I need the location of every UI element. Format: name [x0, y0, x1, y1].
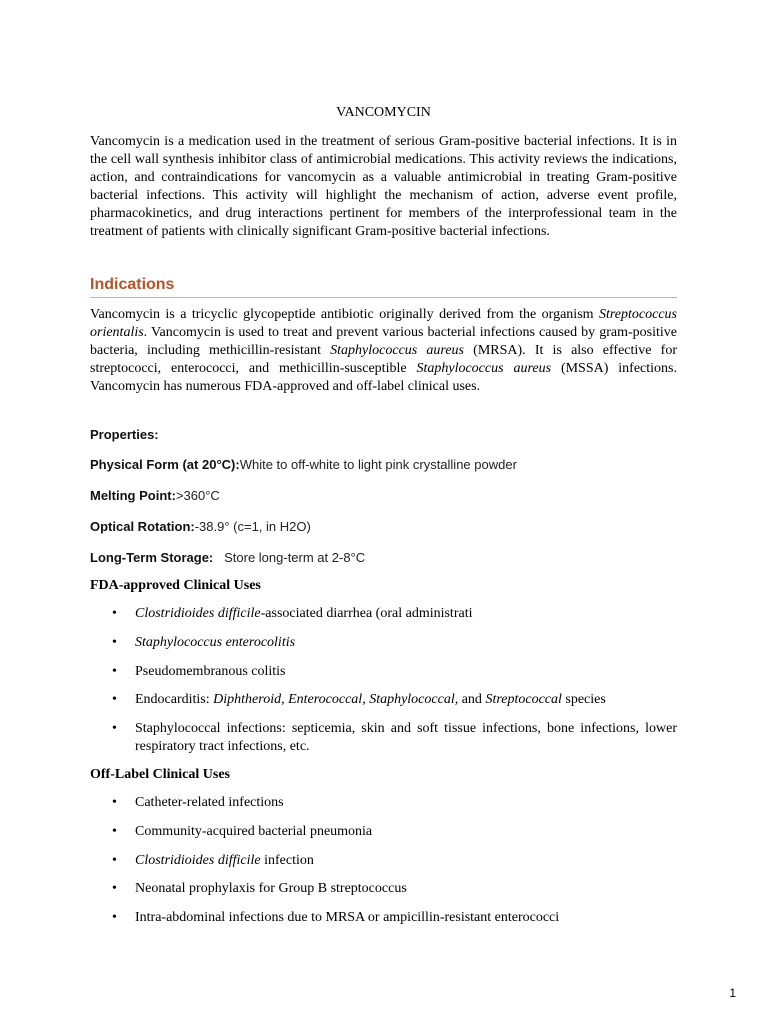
property-label: Long-Term Storage:: [90, 550, 214, 565]
property-physical-form: [90, 456, 677, 473]
list-item: [90, 634, 677, 652]
organism-name: Staphylococcus enterocolitis: [135, 635, 296, 650]
fda-uses-heading: FDA-approved Clinical Uses: [90, 578, 261, 593]
organism-name-mrsa: Staphylococcus aureus: [330, 343, 464, 358]
off-label-uses-heading: Off-Label Clinical Uses: [90, 767, 230, 782]
organism-name-mssa: Staphylococcus aureus: [416, 361, 552, 376]
list-item: • Pseudomembranous colitis: [112, 664, 286, 679]
organism-name: Clostridioides difficile: [135, 853, 261, 868]
indications-text-4: (MSSA) infections. Vancomycin has numerous FDA-approved and off-label clinical uses.: [90, 361, 677, 394]
property-value: Store long-term at 2-8°C: [213, 550, 366, 565]
bullet-icon: •: [112, 881, 117, 896]
property-label: Optical Rotation:: [90, 519, 195, 534]
list-item: • Catheter-related infections: [112, 795, 284, 810]
bullet-icon: •: [112, 664, 117, 679]
property-optical-rotation: [90, 518, 677, 535]
bullet-icon: •: [112, 795, 117, 810]
organism-name: Clostridioides difficile: [135, 606, 261, 621]
bullet-icon: •: [112, 910, 117, 925]
document-page: [90, 0, 677, 1024]
bullet-icon: •: [112, 606, 117, 621]
bullet-icon: •: [112, 692, 117, 707]
document-title: VANCOMYCIN: [336, 105, 431, 120]
organism-name: Streptococcus orientalis: [90, 307, 677, 340]
list-item: • Staphylococcal infections: septicemia, skin and soft tissue infections, bone infections, lower respiratory tract infections, etc.: [112, 721, 677, 754]
property-label: Physical Form (at 20°C):: [90, 457, 240, 472]
property-label: Melting Point:: [90, 488, 176, 503]
property-value: -38.9° (c=1, in H2O): [194, 519, 311, 534]
list-item: • Community-acquired bacterial pneumonia: [112, 824, 373, 839]
property-value: White to off-white to light pink crystalline powder: [239, 457, 517, 472]
indications-text-2: . Vancomycin is used to treat and prevent various bacterial infections caused by gram-positive bacteria, including methicillin-resistant: [90, 325, 677, 358]
property-value: >360°C: [175, 488, 220, 503]
list-item: • Neonatal prophylaxis for Group B streptococcus: [112, 881, 407, 896]
indications-heading: Indications: [90, 275, 677, 298]
property-melting-point: [90, 487, 677, 504]
list-item: • Clostridioides difficile infection: [112, 853, 314, 868]
property-storage: [90, 549, 677, 566]
list-item: • Endocarditis: Diphtheroid, Enterococcal, Staphylococcal, and Streptococcal species: [112, 692, 606, 707]
indications-paragraph: [90, 306, 677, 396]
indications-text-1: Vancomycin is a tricyclic glycopeptide antibiotic originally derived from the organism: [90, 307, 599, 322]
properties-heading: Properties:: [90, 427, 159, 442]
bullet-icon: •: [112, 853, 117, 868]
bullet-icon: •: [112, 824, 117, 839]
page-number: 1: [729, 986, 736, 1000]
bullet-icon: •: [112, 721, 117, 736]
indications-text-3: (MRSA). It is also effective for streptococci, enterococci, and methicillin-susceptible: [90, 343, 677, 376]
list-item: • Intra-abdominal infections due to MRSA or ampicillin-resistant enterococci: [112, 910, 560, 925]
bullet-icon: •: [112, 635, 117, 650]
intro-paragraph: Vancomycin is a medication used in the treatment of serious Gram-positive bacterial infections. It is in the cell wall synthesis inhibitor class of antimicrobial medications. This activity reviews the indications, action, and contraindications for vancomycin as a valuable antimicrobial in treating Gram-positive bacterial infections. This activity will highlight the mechanism of action, adverse event profile, pharmacokinetics, and drug interactions pertinent for members of the interprofessional team in the treatment of patients with clinically significant Gram-positive bacterial infections.: [90, 134, 677, 239]
list-item: • Clostridioides difficile-associated diarrhea (oral administrati: [112, 606, 473, 621]
